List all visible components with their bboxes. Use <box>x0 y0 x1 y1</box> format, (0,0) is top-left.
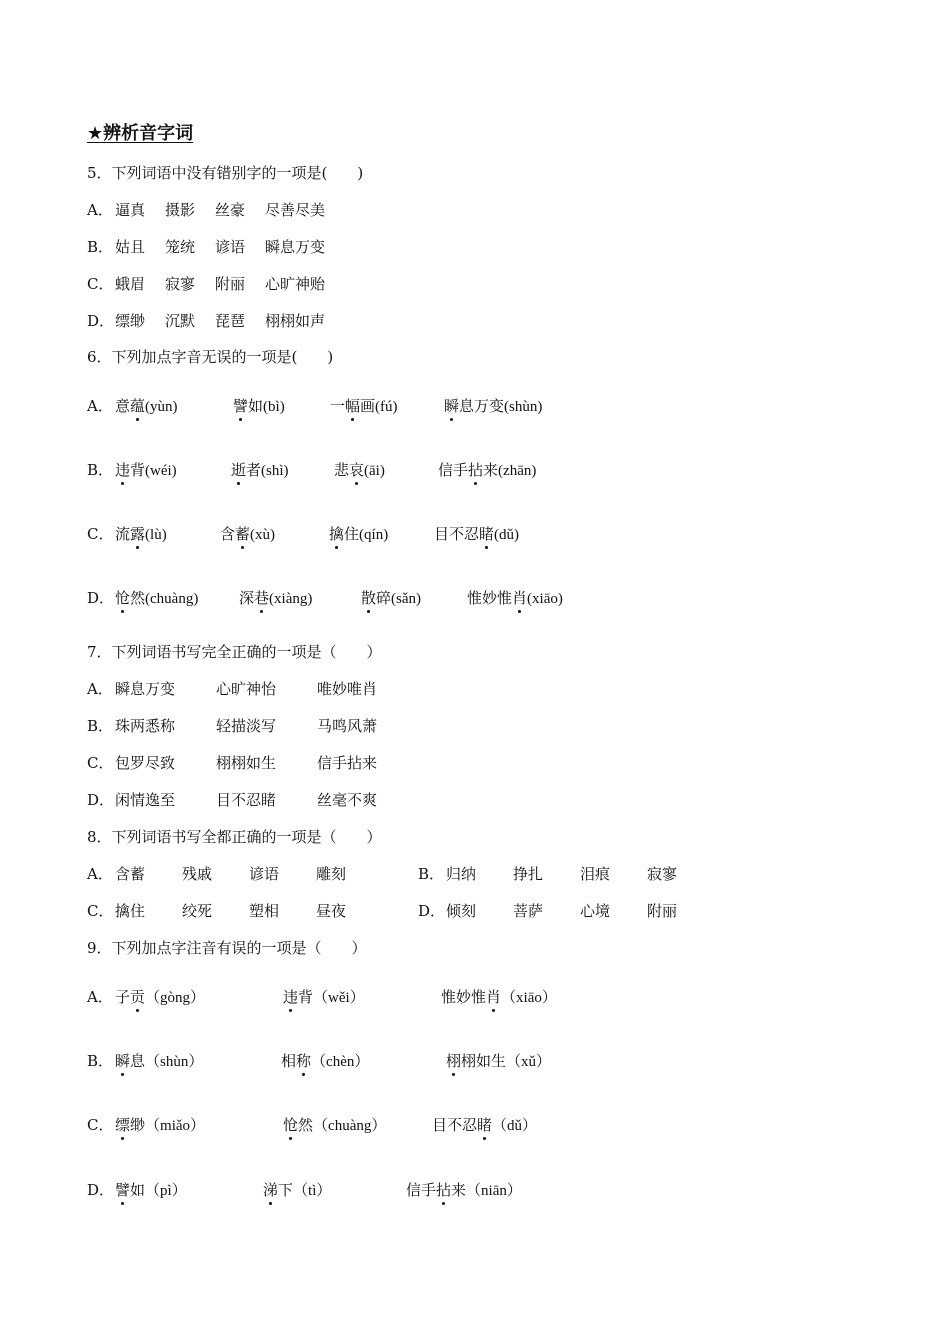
q5-option-b: B． 姑且 笼统 谚语 瞬息万变 <box>87 238 326 256</box>
q7-option-a: A． 瞬息万变 心旷神怡 唯妙唯肖 <box>87 680 378 698</box>
q6-option-a-label: A． <box>87 397 113 415</box>
q6-d-item-3: 散碎(sǎn) <box>361 589 422 607</box>
q6-a-item-2: 譬如(bì) <box>233 397 285 415</box>
q6-b-item-1: 违背(wéi) <box>115 461 177 479</box>
q6-b-item-2: 逝者(shì) <box>231 461 289 479</box>
q6-c-item-2: 含蓄(xù) <box>220 525 276 543</box>
q6-d-item-2: 深巷(xiàng) <box>239 589 313 607</box>
q8-option-b: B． 归纳 挣扎 泪痕 寂寥 <box>418 865 678 883</box>
q7-option-b: B． 珠两悉称 轻描淡写 马鸣风萧 <box>87 717 378 735</box>
q7-option-d: D．闲情逸至 目不忍睹 丝毫不爽 <box>87 791 378 809</box>
q6-c-item-4: 目不忍睹(dǔ) <box>434 525 520 543</box>
q8-option-c: C． 擒住 绞死 塑相 昼夜 <box>87 902 347 920</box>
q9-b-item-3: 栩栩如生（xǔ） <box>446 1052 552 1070</box>
q9-d-item-1: 譬如（pì） <box>115 1181 187 1199</box>
q6-option-c-label: C． <box>87 525 114 543</box>
q6-c-item-3: 擒住(qín) <box>329 525 389 543</box>
q9-c-item-2: 怆然（chuàng） <box>283 1116 387 1134</box>
q9-option-c-label: C． <box>87 1116 114 1134</box>
question-9-stem: 9．下列加点字注音有误的一项是（ ） <box>87 939 367 957</box>
q6-a-item-4: 瞬息万变(shùn) <box>444 397 543 415</box>
q6-d-item-4: 惟妙惟肖(xiāo) <box>467 589 563 607</box>
question-5-stem: 5．下列词语中没有错别字的一项是( ) <box>87 164 364 182</box>
q6-d-item-1: 怆然(chuàng) <box>115 589 199 607</box>
q9-b-item-2: 相称（chèn） <box>281 1052 370 1070</box>
q9-a-item-3: 惟妙惟肖（xiāo） <box>441 988 557 1006</box>
q5-option-c: C． 蛾眉 寂寥 附丽 心旷神贻 <box>87 275 326 293</box>
q8-option-d: D．倾刻 菩萨 心境 附丽 <box>418 902 678 920</box>
q6-c-item-1: 流露(lù) <box>115 525 167 543</box>
q9-option-b-label: B． <box>87 1052 114 1070</box>
q9-a-item-2: 违背（wěi） <box>283 988 365 1006</box>
q5-option-d: D．缥缈 沉默 琵琶 栩栩如声 <box>87 312 326 330</box>
q9-c-item-1: 缥缈（miǎo） <box>115 1116 206 1134</box>
q9-c-item-3: 目不忍睹（dǔ） <box>432 1116 538 1134</box>
q6-b-item-3: 悲哀(āi) <box>334 461 385 479</box>
q6-option-b-label: B． <box>87 461 114 479</box>
q8-option-a: A． 含蓄 残戚 谚语 雕刻 <box>87 865 347 883</box>
q9-b-item-1: 瞬息（shùn） <box>115 1052 204 1070</box>
q9-option-a-label: A． <box>87 988 113 1006</box>
q6-a-item-3: 一幅画(fú) <box>330 397 398 415</box>
section-title: ★辨析音字词 <box>87 123 194 144</box>
question-6-stem: 6．下列加点字音无误的一项是( ) <box>87 348 334 366</box>
q9-a-item-1: 子贡（gòng） <box>115 988 206 1006</box>
q9-option-d-label: D． <box>87 1181 115 1199</box>
question-7-stem: 7．下列词语书写完全正确的一项是（ ） <box>87 643 382 661</box>
q6-option-d-label: D． <box>87 589 115 607</box>
q7-option-c: C． 包罗尽致 栩栩如生 信手拈来 <box>87 754 378 772</box>
q6-a-item-1: 意蕴(yùn) <box>115 397 178 415</box>
q5-option-a: A． 逼真 摄影 丝豪 尽善尽美 <box>87 201 326 219</box>
q9-d-item-3: 信手拈来（niān） <box>406 1181 522 1199</box>
question-8-stem: 8．下列词语书写全都正确的一项是（ ） <box>87 828 382 846</box>
q9-d-item-2: 涕下（tì） <box>263 1181 332 1199</box>
q6-b-item-4: 信手拈来(zhān) <box>438 461 537 479</box>
